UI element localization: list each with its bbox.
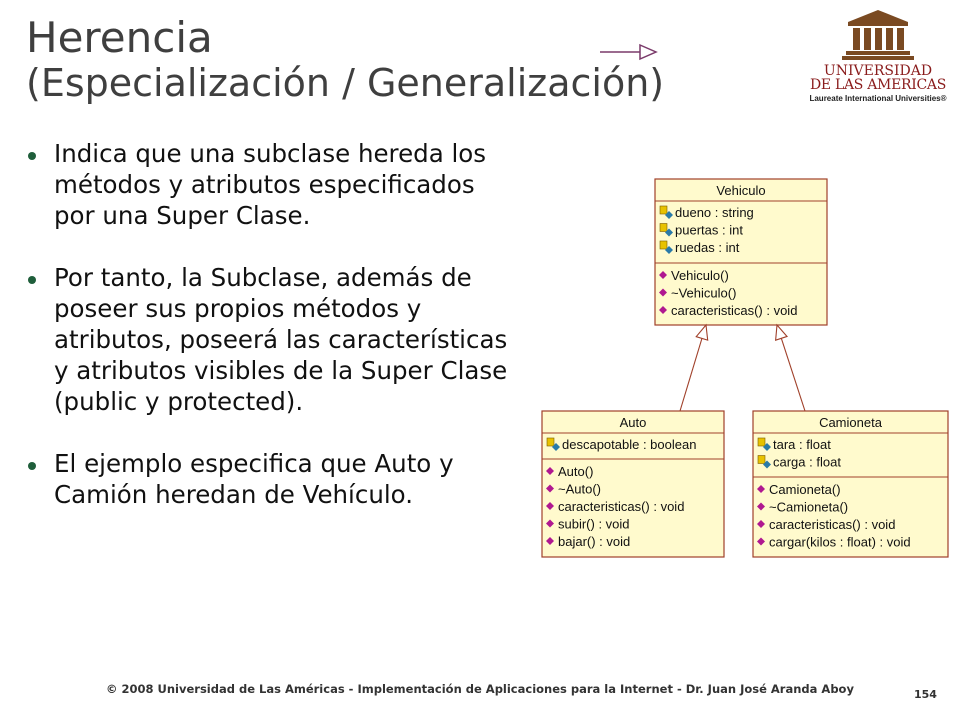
attribute-text: carga : float <box>773 454 841 470</box>
inheritance-arrow-icon <box>776 325 787 340</box>
logo-line-1: UNIVERSIDAD <box>823 63 933 79</box>
bullet-dot-icon <box>28 152 36 160</box>
bullet-item <box>22 262 522 417</box>
method-text: caracteristicas() : void <box>769 517 896 532</box>
inheritance-line <box>680 338 702 411</box>
bullet-dot-icon <box>28 276 36 284</box>
method-text: Vehiculo() <box>671 268 729 283</box>
footer-text: © 2008 Universidad de Las Américas - Implementación de Aplicaciones para la Internet - Dr. Juan José Aranda Aboy <box>106 682 854 696</box>
method-text: caracteristicas() : void <box>671 303 798 318</box>
attribute-text: ruedas : int <box>675 240 740 255</box>
attribute-icon <box>660 224 667 232</box>
method-text: cargar(kilos : float) : void <box>769 534 911 550</box>
bullet-list <box>22 138 522 541</box>
class-name-vehiculo: Vehiculo <box>716 183 766 198</box>
slide-subtitle: (Especialización / Generalización) <box>26 61 665 105</box>
attribute-icon <box>758 438 765 446</box>
building-icon <box>842 8 914 62</box>
inheritance-line <box>781 338 805 411</box>
logo-line-2: DE LAS AMERICAS <box>810 77 946 93</box>
bullet-text: Por tanto, la Subclase, además de poseer sus propios métodos y atributos, poseerá las características y atributos visibles de la Super Clase (public y protected). <box>54 263 508 416</box>
class-name-camioneta: Camioneta <box>819 415 882 430</box>
bullet-text: El ejemplo especifica que Auto y Camión heredan de Vehículo. <box>54 449 454 509</box>
bullet-item <box>22 138 522 231</box>
generalization-arrow-icon <box>598 42 662 62</box>
slide-title: Herencia <box>26 13 213 62</box>
method-text: ~Camioneta() <box>769 499 849 515</box>
logo-line-3: Laureate International Universities® <box>809 94 947 103</box>
method-text: ~Auto() <box>558 481 601 497</box>
bullet-text: Indica que una subclase hereda los métodos y atributos especificados por una Super Clase. <box>54 139 487 230</box>
method-text: Auto() <box>558 464 594 479</box>
bullet-item <box>22 448 522 510</box>
class-name-auto: Auto <box>619 415 647 430</box>
method-text: ~Vehiculo() <box>671 285 737 301</box>
method-text: Camioneta() <box>769 482 841 497</box>
attribute-text: dueno : string <box>675 205 754 220</box>
uml-class-diagram <box>540 176 950 562</box>
page-number: 154 <box>914 688 937 701</box>
bullet-dot-icon <box>28 462 36 470</box>
inheritance-arrow-icon <box>696 325 707 340</box>
university-logo <box>806 8 950 103</box>
method-text: subir() : void <box>558 516 630 532</box>
attribute-text: descapotable : boolean <box>562 437 697 452</box>
method-text: caracteristicas() : void <box>558 499 685 514</box>
attribute-icon <box>660 206 667 214</box>
method-text: bajar() : void <box>558 534 631 549</box>
attribute-text: tara : float <box>773 437 831 452</box>
attribute-icon <box>547 438 554 446</box>
attribute-text: puertas : int <box>675 222 743 238</box>
attribute-icon <box>758 456 765 464</box>
attribute-icon <box>660 241 667 249</box>
